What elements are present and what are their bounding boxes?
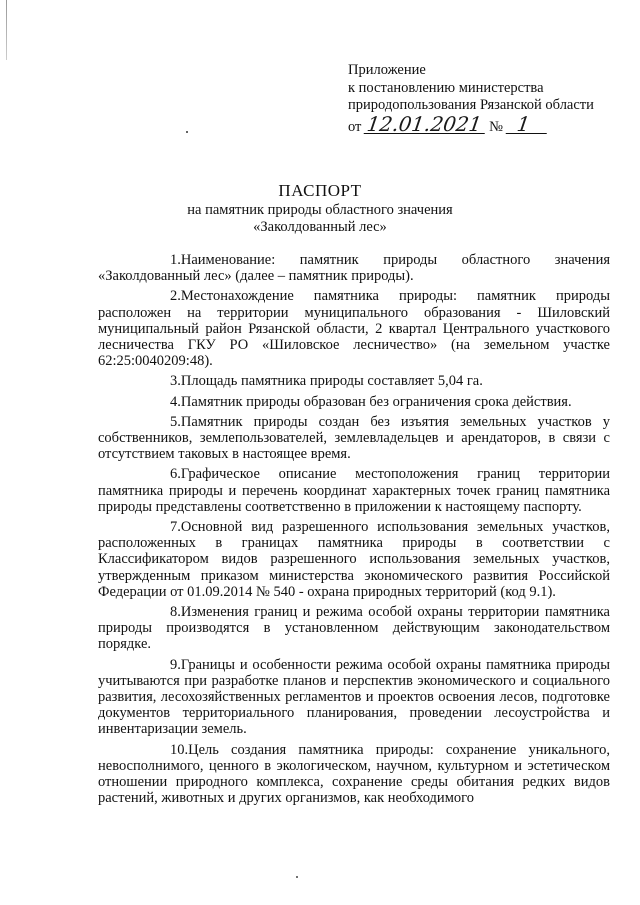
item-number: 7. [170, 519, 181, 536]
appendix-ministry-line: природопользования Рязанской области [348, 97, 594, 113]
list-item [98, 742, 610, 807]
list-item [98, 466, 610, 515]
handwritten-number: 1 [505, 115, 548, 134]
item-text: Местонахождение памятника природы: памятник природы расположен на территории муниципального образования - Шиловский муниципальный район Рязанской области, 2 квартал Центрального участкового лесничества ГКУ РО «Шиловское лесничество» (на земельном участке 62:25:0040209:48). [98, 288, 610, 370]
item-number: 8. [170, 604, 181, 621]
item-number: 10. [170, 741, 189, 758]
list-item [98, 394, 610, 410]
document-title: ПАСПОРТ [278, 181, 362, 200]
item-text: Цель создания памятника природы: сохранение уникального, невосполнимого, ценного в экологическом, научном, культурном и эстетическом отношении природного комплекса, сохранение среды обитания редких видов растений, животных и других организмов, как необходимого [98, 741, 610, 807]
item-number: 6. [170, 466, 181, 483]
list-item [98, 414, 610, 463]
appendix-resolution-line: к постановлению министерства [348, 79, 544, 96]
list-item [98, 373, 610, 389]
date-prefix: от [348, 118, 362, 135]
scan-dot-mark [186, 131, 188, 133]
item-number: 9. [170, 656, 181, 673]
document-title-block [0, 180, 640, 236]
list-item [98, 657, 610, 738]
item-text: Памятник природы образован без ограничения срока действия. [180, 393, 572, 410]
item-number: 3. [170, 373, 181, 390]
item-text: Графическое описание местоположения границ территории памятника природы и перечень координат характерных точек границ памятника природы представлены соответственно в приложении к настоящему паспорту. [98, 466, 610, 515]
list-item [98, 288, 610, 369]
scan-foot-mark [296, 876, 298, 878]
number-prefix: № [489, 118, 504, 135]
item-text: Памятник природы создан без изъятия земельных участков у собственников, землепользователей, землевладельцев и арендаторов, в связи с отсутствием таковых в настоящее время. [98, 413, 610, 463]
list-item [98, 252, 610, 284]
document-body [98, 252, 610, 811]
list-item [98, 519, 610, 600]
item-text: Площадь памятника природы составляет 5,04 га. [180, 373, 483, 390]
handwritten-date: 12.01.2021 [364, 115, 487, 134]
item-number: 4. [170, 393, 181, 410]
item-number: 5. [170, 413, 181, 430]
item-text: Основной вид разрешенного использования земельных участков, расположенных в границах памятника природы в соответствии с Классификатором видов разрешенного использования земельных участков, утвержденным приказом министерства экономического развития Российской Федерации от 01.09.2014 № 540 - охрана природных территорий (код 9.1). [98, 519, 610, 600]
item-text: Наименование: памятник природы областного значения «Заколдованный лес» (далее – памятник природы). [98, 252, 610, 285]
item-text: Границы и особенности режима особой охраны памятника природы учитываются при разработке планов и перспектив экономического и социального развития, лесохозяйственных регламентов и проектов освоения лесов, подготовке документов территориального планирования, проведении лесоустройства и инвентаризации земель. [98, 656, 610, 738]
item-number: 1. [170, 252, 181, 268]
list-item [98, 604, 610, 653]
scan-edge-mark [6, 0, 7, 60]
appendix-title: Приложение [348, 62, 426, 78]
item-text: Изменения границ и режима особой охраны территории памятника природы производятся в установленном действующим законодательством порядке. [98, 604, 610, 653]
appendix-header [348, 62, 618, 136]
appendix-date-number-line [348, 111, 618, 137]
item-number: 2. [170, 288, 181, 305]
document-subtitle-name: «Заколдованный лес» [253, 219, 387, 235]
document-subtitle: на памятник природы областного значения [187, 202, 453, 218]
